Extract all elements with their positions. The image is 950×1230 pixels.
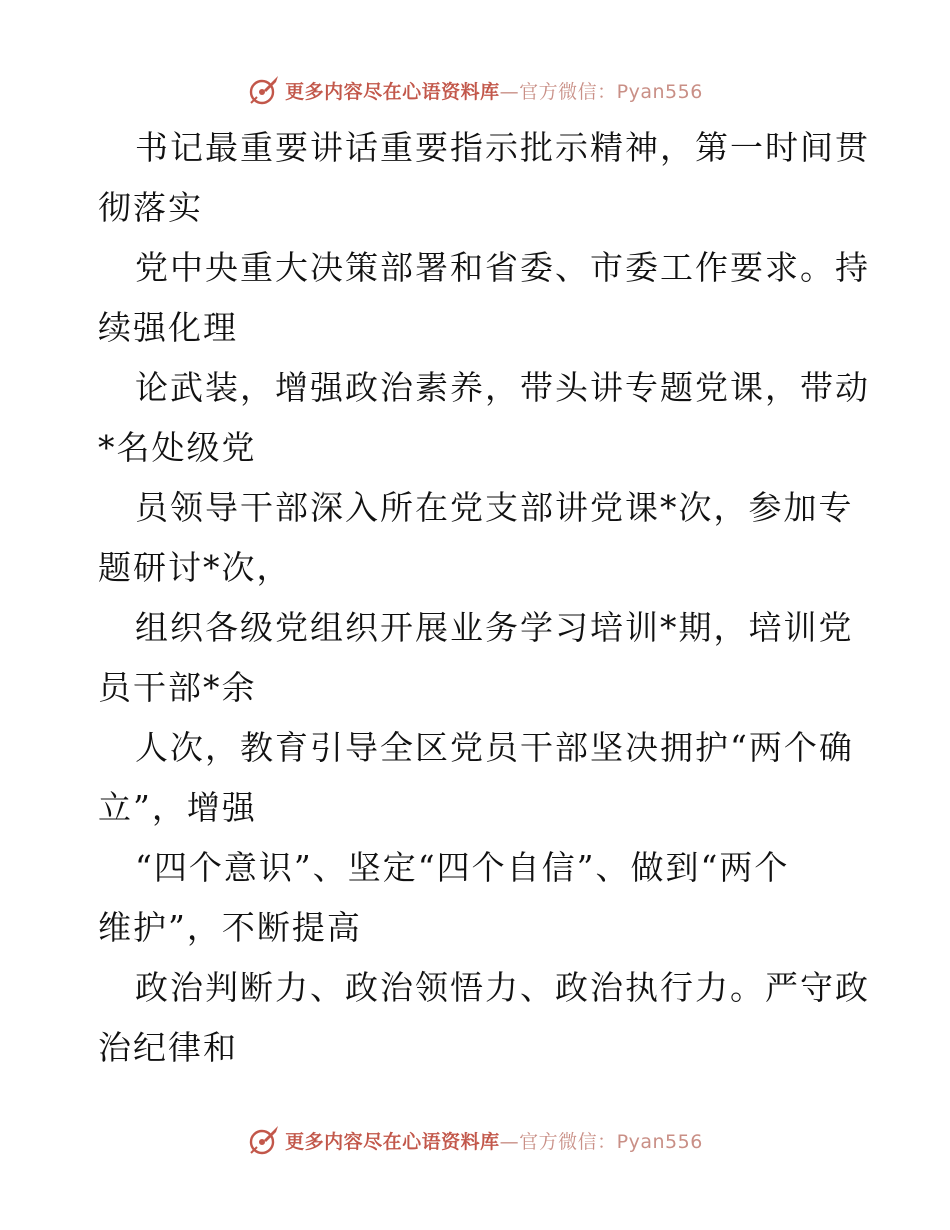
paragraph-line: 维护”，不断提高 <box>98 908 362 947</box>
paragraph-line: 题研讨*次， <box>98 548 292 587</box>
paragraph-line: 立”，增强 <box>98 788 257 827</box>
paragraph <box>98 838 858 958</box>
quill-logo-icon <box>247 73 281 107</box>
paragraph-line: 彻落实 <box>98 188 203 227</box>
header-watermark-banner <box>0 70 950 110</box>
paragraph-line: 党中央重大决策部署和省委、市委工作要求。持 <box>135 248 870 287</box>
paragraph <box>98 478 858 598</box>
watermark-highlight: 更多内容尽在心语资料库 <box>285 1130 500 1153</box>
paragraph-line: “四个意识”、坚定“四个自信”、做到“两个 <box>135 848 790 887</box>
paragraph-line: 治纪律和 <box>98 1028 238 1067</box>
quill-logo-icon <box>247 1123 281 1157</box>
paragraph <box>98 958 870 1078</box>
paragraph-line: 员领导干部深入所在党支部讲党课*次，参加专 <box>135 488 854 527</box>
paragraph <box>98 718 858 838</box>
document-body <box>98 118 870 1078</box>
paragraph-line: 人次，教育引导全区党员干部坚决拥护“两个确 <box>135 728 854 767</box>
paragraph-line: 员干部*余 <box>98 668 257 707</box>
paragraph-line: 政治判断力、政治领悟力、政治执行力。严守政 <box>135 968 870 1007</box>
paragraph-line: 组织各级党组织开展业务学习培训*期，培训党 <box>135 608 854 647</box>
watermark-rest: —官方微信：Pyan556 <box>499 1130 703 1153</box>
watermark-rest: —官方微信：Pyan556 <box>499 80 703 103</box>
paragraph-line: *名处级党 <box>98 428 257 467</box>
paragraph <box>98 118 870 238</box>
paragraph-line: 论武装，增强政治素养，带头讲专题党课，带动 <box>135 368 870 407</box>
footer-watermark-banner <box>0 1120 950 1160</box>
paragraph <box>98 358 870 478</box>
watermark-text <box>285 77 703 104</box>
paragraph-line: 续强化理 <box>98 308 238 347</box>
paragraph-line: 书记最重要讲话重要指示批示精神，第一时间贯 <box>135 128 870 167</box>
paragraph <box>98 238 870 358</box>
watermark-text <box>285 1127 703 1154</box>
paragraph <box>98 598 858 718</box>
watermark-highlight: 更多内容尽在心语资料库 <box>285 80 500 103</box>
